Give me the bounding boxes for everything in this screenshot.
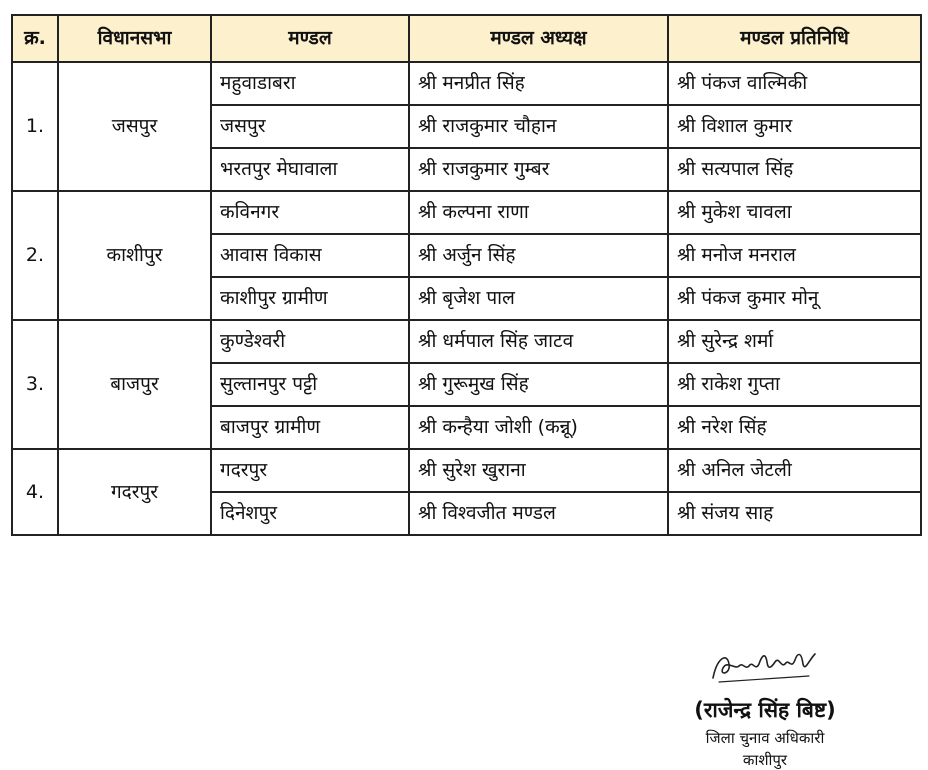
mandal-cell: महुवाडाबरा: [211, 62, 409, 105]
table-row: [12, 449, 921, 492]
representative-cell: श्री मनोज मनराल: [668, 234, 921, 277]
mandal-cell: कविनगर: [211, 191, 409, 234]
mandal-cell: गदरपुर: [211, 449, 409, 492]
table-row: [12, 62, 921, 105]
mandal-cell: दिनेशपुर: [211, 492, 409, 535]
president-cell: श्री अर्जुन सिंह: [409, 234, 668, 277]
serial-cell: 4.: [12, 449, 58, 535]
signature-block: [670, 640, 860, 770]
representative-cell: श्री अनिल जेटली: [668, 449, 921, 492]
representative-cell: श्री सत्यपाल सिंह: [668, 148, 921, 191]
representative-cell: श्री विशाल कुमार: [668, 105, 921, 148]
representative-cell: श्री पंकज वाल्मिकी: [668, 62, 921, 105]
president-cell: श्री कल्पना राणा: [409, 191, 668, 234]
table-header-row: [12, 15, 921, 62]
representative-cell: श्री मुकेश चावला: [668, 191, 921, 234]
official-place: काशीपुर: [742, 751, 788, 769]
mandal-cell: आवास विकास: [211, 234, 409, 277]
president-cell: श्री विश्वजीत मण्डल: [409, 492, 668, 535]
handwritten-signature: [705, 640, 825, 690]
president-cell: श्री गुरूमुख सिंह: [409, 363, 668, 406]
header-assembly: विधानसभा: [58, 15, 211, 62]
header-mandal-president: मण्डल अध्यक्ष: [409, 15, 668, 62]
representative-cell: श्री राकेश गुप्ता: [668, 363, 921, 406]
mandal-cell: कुण्डेश्वरी: [211, 320, 409, 363]
official-designation: जिला चुनाव अधिकारी: [705, 729, 825, 747]
header-mandal: मण्डल: [211, 15, 409, 62]
serial-cell: 3.: [12, 320, 58, 449]
president-cell: श्री कन्हैया जोशी (कन्नू): [409, 406, 668, 449]
mandal-cell: सुल्तानपुर पट्टी: [211, 363, 409, 406]
mandal-cell: काशीपुर ग्रामीण: [211, 277, 409, 320]
president-cell: श्री धर्मपाल सिंह जाटव: [409, 320, 668, 363]
assembly-cell: जसपुर: [58, 62, 211, 191]
president-cell: श्री सुरेश खुराना: [409, 449, 668, 492]
serial-cell: 2.: [12, 191, 58, 320]
official-name: (राजेन्द्र सिंह बिष्ट): [694, 698, 836, 722]
president-cell: श्री राजकुमार गुम्बर: [409, 148, 668, 191]
table-row: [12, 320, 921, 363]
mandal-cell: बाजपुर ग्रामीण: [211, 406, 409, 449]
mandal-table: [11, 14, 922, 536]
president-cell: श्री राजकुमार चौहान: [409, 105, 668, 148]
representative-cell: श्री नरेश सिंह: [668, 406, 921, 449]
representative-cell: श्री पंकज कुमार मोनू: [668, 277, 921, 320]
representative-cell: श्री सुरेन्द्र शर्मा: [668, 320, 921, 363]
header-mandal-representative: मण्डल प्रतिनिधि: [668, 15, 921, 62]
serial-cell: 1.: [12, 62, 58, 191]
representative-cell: श्री संजय साह: [668, 492, 921, 535]
table-row: [12, 191, 921, 234]
president-cell: श्री बृजेश पाल: [409, 277, 668, 320]
assembly-cell: बाजपुर: [58, 320, 211, 449]
mandal-cell: भरतपुर मेघावाला: [211, 148, 409, 191]
assembly-cell: काशीपुर: [58, 191, 211, 320]
assembly-cell: गदरपुर: [58, 449, 211, 535]
president-cell: श्री मनप्रीत सिंह: [409, 62, 668, 105]
mandal-cell: जसपुर: [211, 105, 409, 148]
header-serial: क्र.: [12, 15, 58, 62]
